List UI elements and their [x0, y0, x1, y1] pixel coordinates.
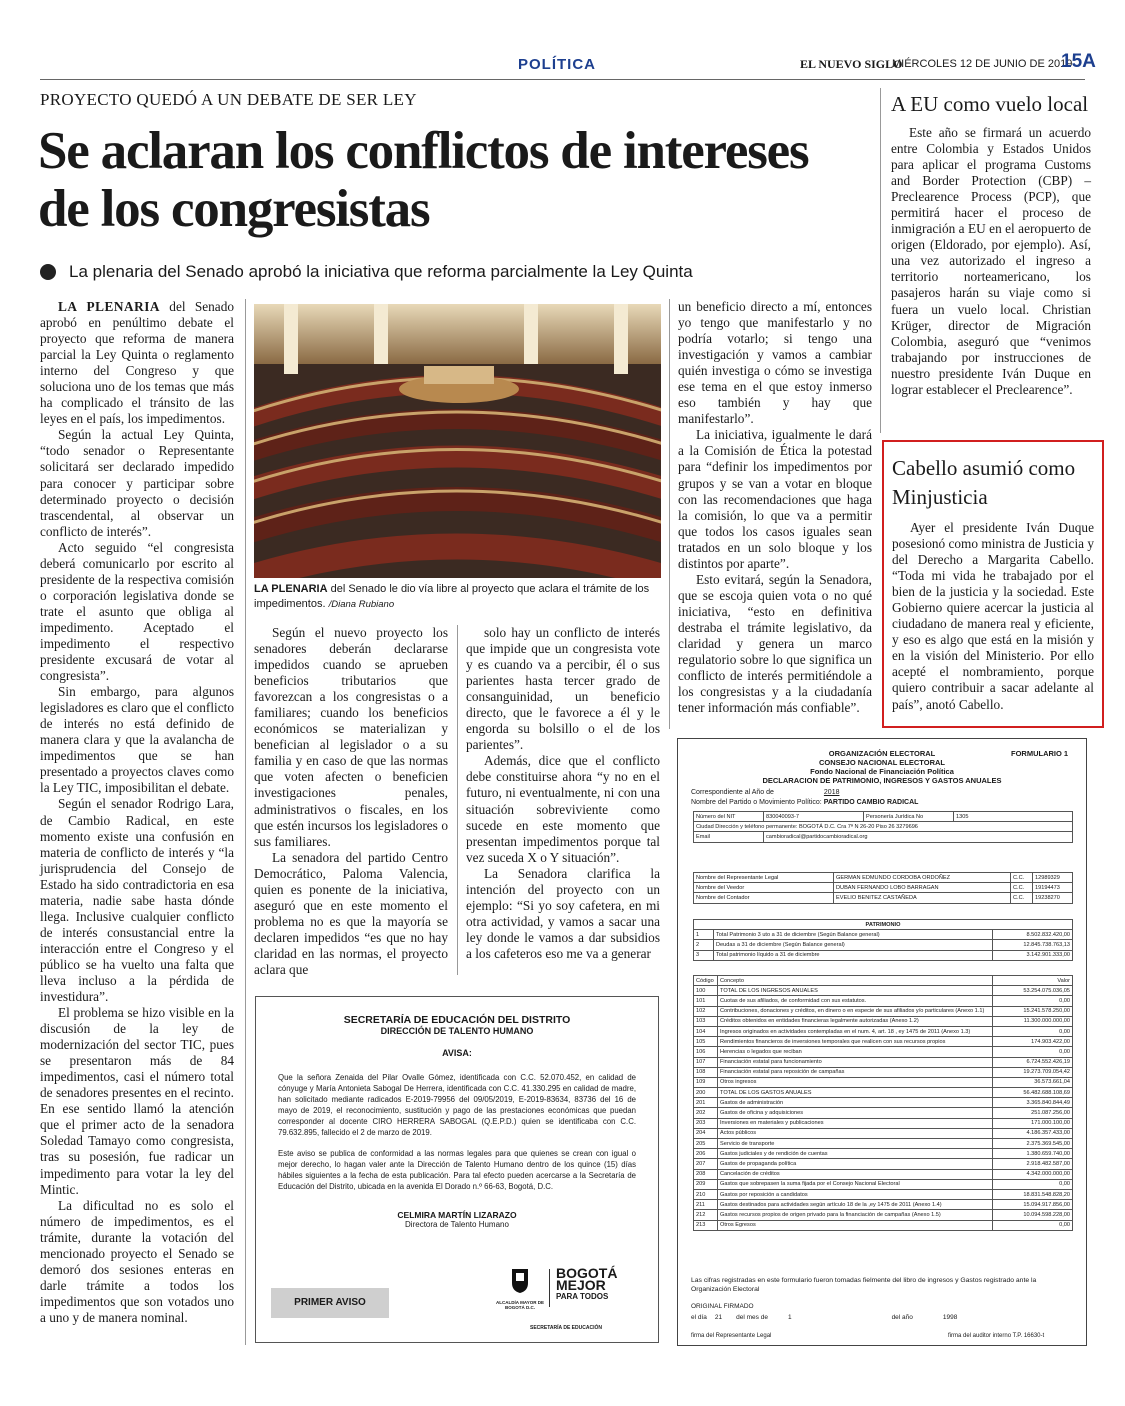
- logo-divider: [549, 1269, 550, 1307]
- table-row: [694, 1118, 1073, 1128]
- row-concept: Gastos de administración: [718, 1098, 993, 1108]
- row-concept: Otros ingresos: [718, 1077, 993, 1087]
- ad-subtitle: DIRECCIÓN DE TALENTO HUMANO: [380, 1026, 534, 1036]
- article-headline: Se aclaran los conflictos de intereses de los congresistas: [38, 122, 809, 238]
- table-row: [694, 1149, 1073, 1159]
- row-code: 212: [694, 1210, 718, 1220]
- row-concept: Créditos obtenidos en entidades financieras legalmente autorizadas (Anexo 1.2): [718, 1016, 993, 1026]
- paragraph: LA PLENARIA del Senado aprobó en penúltimo debate el proyecto que reforma de manera parcial la Ley Quinta o reglamento interno del Congreso y que soluciona uno de los temas que más ha complicado el tránsito de las leyes en el país, los impedimentos.: [40, 299, 234, 427]
- row-code: 203: [694, 1118, 718, 1128]
- section-label: POLÍTICA: [518, 56, 596, 73]
- paragraph: La Senadora clarifica la intención del proyecto con un ejemplo: “Si yo soy cafetera, en mi otra actividad, y vamos a sacar una ley donde le vamos a dar subsidios a los cafeteros eso me va a generar: [466, 865, 660, 961]
- row-value: 56.482.688.108,69: [993, 1088, 1073, 1098]
- primer-aviso-badge: PRIMER AVISO: [271, 1288, 389, 1318]
- row-value: 36.573.661,04: [993, 1077, 1073, 1087]
- bogota-mejor-logo: [556, 1267, 617, 1303]
- form-patrimonio-table: PATRIMONIO 1 Total Patrimonio 3 uto a 31 de diciembre (Según Balance general) 8.502.832.420,00 2 Deudas a 31 de diciembre (Según Balance general) 12.845.738.763,13 3 Total patrimonio líquido a 31 de diciembre 3.142.901.333,00: [693, 919, 1073, 961]
- sidebar-minjusticia-box: [882, 440, 1104, 728]
- row-code: 109: [694, 1077, 718, 1087]
- row-concept: Actos públicos: [718, 1128, 993, 1138]
- row-concept: Gastos por reposición a candidatos: [718, 1189, 993, 1199]
- ad-paragraph: Que la señora Zenaida del Pilar Ovalle Gómez, identificada con C.C. 52.070.452, en calidad de cónyuge y María Antonieta Sabogal De Herrera, identificada con C.C. 41.330.295 en calidad de madre, han solicitado mediante radicados E-2019-79956 del 09/05/2019, E-2019-83634, 83736 del 16 de mayo de 2019, el reconocimiento, sustitución y pago de las prestaciones económicas que puedan corresponder al docente CIRO HERRERA SABOGAL (Q.E.P.D.) quien se identificaba con C.C. 79.632.895, fallecido el 2 de marzo de 2019.: [278, 1073, 636, 1137]
- row-concept: Ingresos originados en actividades contempladas en el num. 4, art. 18 , ey 1475 de 2011 (Anexo 1.3): [718, 1026, 993, 1036]
- paragraph: Según la actual Ley Quinta, “todo senador o Representante solicitará ser declarado impedido para conocer y participar sobre determinado proyecto o decisión trascendental, al observar un conflicto de interés”.: [40, 427, 234, 539]
- row-code: 200: [694, 1088, 718, 1098]
- photo-caption: LA PLENARIA del Senado le dio vía libre al proyecto que aclara el trámite de los impedimentos. /Diana Rubiano: [254, 583, 650, 610]
- table-row: [694, 1067, 1073, 1077]
- row-code: 102: [694, 1006, 718, 1016]
- bullet-icon: [40, 264, 56, 280]
- row-concept: Gastos recursos propios de origen privado para la financiación de campañas (Anexo 1.5): [718, 1210, 993, 1220]
- form-number: FORMULARIO 1: [1011, 749, 1069, 758]
- sidebar-title: Cabello asumió como Minjusticia: [892, 456, 1076, 509]
- row-code: 206: [694, 1149, 718, 1159]
- row-code: 105: [694, 1037, 718, 1047]
- row-concept: Gastos destinados para actividades según artículo 18 de la ,ey 1475 de 2011 (Anexo 1.4): [718, 1200, 993, 1210]
- ad-secretaria-educacion: [255, 996, 659, 1343]
- row-code: 204: [694, 1128, 718, 1138]
- lead-in: LA PLENARIA: [58, 299, 160, 314]
- row-code: 104: [694, 1026, 718, 1036]
- table-row: [694, 1006, 1073, 1016]
- table-row: [694, 996, 1073, 1006]
- row-code: 211: [694, 1200, 718, 1210]
- table-row: [694, 1189, 1073, 1199]
- row-value: 171.000.100,00: [993, 1118, 1073, 1128]
- paragraph: solo hay un conflicto de interés que impide que un congresista vote y es cuando va a percibir, él o sus parientes hasta tercer grado de consanguinidad, un beneficio directo, que le favorece a él y le engorda su bolsillo o el de los parientes”.: [466, 625, 660, 753]
- article-column-4: [678, 299, 872, 716]
- column-divider: [245, 299, 246, 1345]
- sidebar-minjusticia: [884, 442, 1102, 713]
- table-row: [694, 1220, 1073, 1230]
- row-concept: Gastos de propaganda política: [718, 1159, 993, 1169]
- row-value: 0,00: [993, 1047, 1073, 1057]
- form-header: ORGANIZACIÓN ELECTORAL CONSEJO NACIONAL ELECTORAL Fondo Nacional de Financiación Política DECLARACION DE PATRIMONIO, INGRESOS Y GASTOS ANUALES: [762, 749, 1002, 785]
- row-code: 202: [694, 1108, 718, 1118]
- table-row: Nombre del Contador EVELIO BENITEZ CASTAÑEDA C.C. 19238270: [694, 893, 1073, 903]
- row-concept: Financiación estatal para reposición de campañas: [718, 1067, 993, 1077]
- alcaldia-logo: [496, 1267, 544, 1310]
- page-number: 15A: [1061, 51, 1096, 72]
- article-subhead: [40, 262, 693, 282]
- form-people-table: [693, 872, 1073, 904]
- row-code: 106: [694, 1047, 718, 1057]
- row-concept: TOTAL DE LOS GASTOS ANUALES: [718, 1088, 993, 1098]
- row-value: 15.241.578.250,00: [993, 1006, 1073, 1016]
- header-rule: [40, 79, 1085, 80]
- row-value: 11.300.000.000,00: [993, 1016, 1073, 1026]
- row-value: 0,00: [993, 1026, 1073, 1036]
- column-divider: [669, 299, 670, 729]
- article-column-1: [40, 299, 234, 1326]
- row-code: 208: [694, 1169, 718, 1179]
- logo-line: PARA TODOS: [556, 1292, 609, 1301]
- table-row: [694, 1200, 1073, 1210]
- ad-formulario-cne: [677, 738, 1087, 1346]
- table-row: [694, 1169, 1073, 1179]
- coat-of-arms-icon: [510, 1267, 530, 1295]
- row-value: 251.087.256,00: [993, 1108, 1073, 1118]
- subhead-text: La plenaria del Senado aprobó la iniciativa que reforma parcialmente la Ley Quinta: [69, 262, 693, 281]
- form-signature-1: firma del Representante Legal: [691, 1333, 772, 1339]
- row-value: 18.831.548.828,20: [993, 1189, 1073, 1199]
- table-row: [694, 1088, 1073, 1098]
- chamber-illustration: [254, 304, 661, 578]
- row-value: 6.724.552.426,19: [993, 1057, 1073, 1067]
- row-value: 0,00: [993, 996, 1073, 1006]
- row-value: 174.903.422,00: [993, 1037, 1073, 1047]
- logo-line: BOGOTÁ: [556, 1265, 618, 1281]
- row-code: 101: [694, 996, 718, 1006]
- article-column-3: [466, 625, 660, 962]
- row-concept: Otros Egresos: [718, 1220, 993, 1230]
- row-code: 207: [694, 1159, 718, 1169]
- sidebar-title: A EU como vuelo local: [891, 92, 1089, 116]
- row-value: 4.186.357.433,00: [993, 1128, 1073, 1138]
- secretaria-text: SECRETARÍA DE EDUCACIÓN: [530, 1325, 602, 1331]
- row-value: 2.918.482.587,00: [993, 1159, 1073, 1169]
- row-value: 19.273.709.054,42: [993, 1067, 1073, 1077]
- form-date-row: el día 21 del mes de 1 del año 1998: [691, 1314, 958, 1321]
- form-party-row: Nombre del Partido o Movimiento Político: PARTIDO CAMBIO RADICAL: [691, 799, 919, 806]
- table-row: [694, 1077, 1073, 1087]
- paragraph: La dificultad no es solo el número de impedimentos, es el trámite, durante la votación del mencionado proyecto el Senado se demoró dos sesiones enteras en darle trámite a todos los impedimentos que son votados uno a uno y de manera nominal.: [40, 1197, 234, 1325]
- row-value: 0,00: [993, 1179, 1073, 1189]
- table-row: [694, 1016, 1073, 1026]
- table-row: Nombre del Veedor DUBAN FERNANDO LOBO BARRAGAN C.C. 19194473: [694, 883, 1073, 893]
- paragraph: Esto evitará, según la Senadora, que se escoja quien vota o no qué iniciativa, “esto en definitiva destraba el trámite legislativo, da claridad y genera un marco regulatorio sobre lo que significa un conflicto de interés permitiéndole a los congresistas y a la ciudadanía tener información más confiable”.: [678, 571, 872, 716]
- table-row: Nombre del Representante Legal GERMAN EDMUNDO CORDOBA ORDOÑEZ C.C. 12989329: [694, 873, 1073, 883]
- row-concept: Inversiones en materiales y publicaciones: [718, 1118, 993, 1128]
- logo-line: MEJOR: [556, 1277, 606, 1293]
- row-code: 213: [694, 1220, 718, 1230]
- row-concept: Contribuciones, donaciones y créditos, en dinero o en especie de sus afiliados y/o particulares (Anexo 1.1): [718, 1006, 993, 1016]
- row-value: 3.365.840.844,49: [993, 1098, 1073, 1108]
- form-year-row: Correspondiente al Año de 2018: [691, 789, 840, 796]
- row-code: 107: [694, 1057, 718, 1067]
- table-row: [694, 1210, 1073, 1220]
- photo-credit: /Diana Rubiano: [328, 599, 395, 610]
- ad-title: SECRETARÍA DE EDUCACIÓN DEL DISTRITO: [343, 1014, 571, 1026]
- row-code: 108: [694, 1067, 718, 1077]
- table-row: [694, 1047, 1073, 1057]
- row-code: 209: [694, 1179, 718, 1189]
- row-concept: Cuotas de sus afiliados, de conformidad con sus estatutos.: [718, 996, 993, 1006]
- paragraph: Acto seguido “el congresista deberá comunicarlo por escrito al presidente de la respectiva comisión o corporación legislativa donde se trate el asunto que obliga al impedimento. Aceptado el impedimento el respectivo presidente excusará de votar al congresista”.: [40, 539, 234, 684]
- row-value: 4.342.000.000,00: [993, 1169, 1073, 1179]
- paragraph: El problema se hizo visible en la discusión de la ley de modernización del sector TIC, pues se presentaron más de 84 impedimentos, casi el número total de senadores presentes en el recinto. En ese sentido llamó la atención que el primer acto de la senadora Soledad Tamayo como congresista, tras su posesión, fue radicar un impedimento para votar la ley del Mintic.: [40, 1005, 234, 1197]
- row-concept: Gastos que sobrepasen la suma fijada por el Consejo Nacional Electoral: [718, 1179, 993, 1189]
- ad-paragraph: Este aviso se publica de conformidad a las normas legales para que quienes se crean con igual o mejor derecho, lo hagan valer ante la Dirección de Talento Humano dentro de los quince (15) días hábiles siguientes a la fecha de esta publicación. Para tal efecto pueden acercarse a la Secretaría de Educación del Distrito, ubicada en la avenida El Dorado n.º 66-63, Bogotá, D.C.: [278, 1149, 636, 1191]
- form-footnote: Las cifras registradas en este formulario fueron tomadas fielmente del libro de ingresos y Gastos registrado ante la Organización Electoral: [691, 1277, 1037, 1293]
- paragraph: Según el nuevo proyecto los senadores deberán declararse impedidos cuando se aprueben beneficios tributarios que favorezcan a los congresistas o a familiares; cuando los beneficios económicos se materializan y benefician al legislador o a su familia y en caso de que las normas que voten afecten o beneficien investigaciones penales, administrativos o fiscales, en los que estén incursos los legisladores o sus familiares.: [254, 625, 448, 849]
- row-concept: Gastos judiciales y de rendición de cuentas: [718, 1149, 993, 1159]
- row-concept: Gastos de oficina y adquisiciones: [718, 1108, 993, 1118]
- paragraph: Además, dice que el conflicto debe constituirse ahora “y no en el futuro, ni eventualmente, ni con una situación sobreviviente como sucede en este momento que presentan impedimentos porque tal vez suceda X o Y situación”.: [466, 753, 660, 865]
- ad-avisa: AVISA:: [442, 1048, 472, 1058]
- form-signature-2: firma del auditor interno T.P. 16630-t: [948, 1333, 1045, 1339]
- row-code: 103: [694, 1016, 718, 1026]
- row-concept: Financiación estatal para funcionamiento: [718, 1057, 993, 1067]
- row-concept: Servicio de transporte: [718, 1139, 993, 1149]
- row-concept: Cancelación de créditos: [718, 1169, 993, 1179]
- row-concept: Rendimientos financieros de inversiones temporales que realicen con sus recursos propios: [718, 1037, 993, 1047]
- row-code: 100: [694, 986, 718, 996]
- paragraph: La iniciativa, igualmente le dará a la Comisión de Ética la potestad para “definir los impedimentos por grupos y se van a votar en bloque con las recomendaciones que haga la comisión, lo que va a permitir que todos los casos iguales sean tratados en un solo bloque y los distintos por aparte”.: [678, 427, 872, 571]
- newspaper-name: EL NUEVO SIGLO: [800, 57, 903, 71]
- column-divider: [880, 88, 881, 433]
- issue-date: MIÉRCOLES 12 DE JUNIO DE 2019: [892, 58, 1073, 70]
- row-concept: TOTAL DE LOS INGRESOS ANUALES: [718, 986, 993, 996]
- sidebar-eu: [891, 90, 1091, 398]
- row-code: 201: [694, 1098, 718, 1108]
- table-row: 1 Total Patrimonio 3 uto a 31 de diciembre (Según Balance general) 8.502.832.420,00: [694, 930, 1073, 940]
- table-row: 3 Total patrimonio líquido a 31 de diciembre 3.142.901.333,00: [694, 950, 1073, 960]
- sidebar-body: Este año se firmará un acuerdo entre Colombia y Estados Unidos para aplicar el programa Customs and Border Protection (CBP) – Preclearence Process (PCP), que permitirá hacer el proceso de inmigración a EU en el aeropuerto de origen (Eldorado, por ejemplo). Así, una vez autorizado el ingreso a territorio norteamericano, los pasajeros harán su viaje como si fuera un vuelo local. Christian Krüger, director de Migración Colombia, aseguró que “venimos trabajando por instrucciones de nuestro presidente Iván Duque en lograr establecer el Preclearence”.: [891, 125, 1091, 397]
- table-row: [694, 1108, 1073, 1118]
- ad-signer: CELMIRA MARTÍN LIZARAZO: [397, 1210, 517, 1220]
- alcaldia-text: ALCALDÍA MAYOR DE BOGOTÁ D.C.: [496, 1300, 544, 1310]
- row-value: 0,00: [993, 1220, 1073, 1230]
- form-id-table: Número del NIT 830040093-7 Personería Jurídica No 1305 Ciudad Dirección y teléfono permanente: BOGOTÁ D.C. Cra 7ª N 26-20 Piso 26 3279696 Email cambioradical@partidocambioradical.org: [693, 811, 1073, 843]
- paragraph: un beneficio directo a mí, entonces yo tengo que manifestarlo y no podría votarlo; si tengo una investigación y vamos a cambiar quién investiga o cómo se investiga ese tema en el que estoy inmerso eso también y hay que manifestarlo”.: [678, 299, 872, 427]
- sidebar-body: Ayer el presidente Iván Duque posesionó como ministra de Justicia y del Derecho a Margarita Cabello. “Toda mi vida he trabajado por el bien de la justicia y la sociedad. Este Gobierno quiere acercar la justicia al ciudadano de manera real y eficiente, y eso es algo que está en la misión y en la visión del Ministerio. Por ello acepté el nombramiento, porque quiero contribuir a sacar adelante al país”, anotó Cabello.: [892, 520, 1095, 712]
- ad-signer-role: Directora de Talento Humano: [405, 1220, 509, 1229]
- senate-chamber-photo: [254, 304, 661, 578]
- row-value: 10.094.598.228,00: [993, 1210, 1073, 1220]
- row-value: 15.094.917.856,00: [993, 1200, 1073, 1210]
- row-value: 1.380.659.740,00: [993, 1149, 1073, 1159]
- table-row: [694, 1037, 1073, 1047]
- article-column-2: [254, 625, 448, 978]
- column-divider: [457, 625, 458, 975]
- table-row: [694, 1128, 1073, 1138]
- table-row: [694, 1139, 1073, 1149]
- paragraph: La senadora del partido Centro Democrático, Paloma Valencia, quien es ponente de la iniciativa, aseguró que en este momento el problema no es que la mayoría se declaren impedidos “es que no hay claridad en las normas, el proyecto aclara que: [254, 849, 448, 977]
- table-row: [694, 1179, 1073, 1189]
- form-signed: ORIGINAL FIRMADO: [691, 1303, 754, 1310]
- row-code: 210: [694, 1189, 718, 1199]
- table-row: [694, 1159, 1073, 1169]
- paragraph: Según el senador Rodrigo Lara, de Cambio Radical, en este momento existe una confusión en materia de conflicto de interés y “la jurisprudencia del Consejo de Estado ha sido contradictoria en esa materia, nadie sabe hasta dónde llega. Inclusive cualquier conflicto de interés consustancial entre la interacción entre el Congreso y el público se ha vuelto una falta que lleva incluso a la pérdida de investidura”.: [40, 796, 234, 1005]
- row-concept: Herencias o legados que reciban: [718, 1047, 993, 1057]
- caption-lead: LA PLENARIA: [254, 583, 328, 595]
- table-row: 2 Deudas a 31 de diciembre (Según Balance general) 12.845.738.763,13: [694, 940, 1073, 950]
- form-concepts-table: Código Concepto Valor 100 TOTAL DE LOS INGRESOS ANUALES 53.254.075.036,05 101 Cuotas de sus afiliados, de conformidad con sus estatutos. 0,00 102 Contribuciones, donaciones y créditos, en dinero o en especie de sus afiliados y/o particulares (Anexo 1.1) 15.241.578.250,00 103 Créditos obtenidos en entidades financieras legalmente autorizadas (Anexo 1.2) 11.300.000.000,00 104 Ingresos originados en actividades contempladas en el num. 4, art. 18 , ey 1475 de 2011 (Anexo 1.3) 0,00 105 Rendimientos financieros de inversiones temporales que realicen con sus recursos propios 174.903.422,00 106 Herencias o legados que reciban 0,00 107 Financiación estatal para funcionamiento 6.724.552.426,19 108 Financiación estatal para reposición de campañas 19.273.709.054,42 109 Otros ingresos 36.573.661,04 200 TOTAL DE LOS GASTOS ANUALES 56.482.688.108,69 201 Gastos de administración 3.365.840.844,49 202 Gastos de oficina y adquisiciones 251.087.256,00 203 Inversiones en materiales y publicaciones 171.000.100,00 204 Actos públicos 4.186.357.433,00 205 Servicio de transporte 2.375.369.545,00 206 Gastos judiciales y de rendición de cuentas 1.380.659.740,00 207 Gastos de propaganda política 2.918.482.587,00 208 Cancelación de créditos 4.342.000.000,00 209 Gastos que sobrepasen la suma fijada por el Consejo Nacional Electoral 0,00 210 Gastos por reposición a candidatos 18.831.548.828,20 211 Gastos destinados para actividades según artículo 18 de la ,ey 1475 de 2011 (Anexo 1.4) 15.094.917.856,00 212 Gastos recursos propios de origen privado para la financiación de campañas (Anexo 1.5) 10.094.598.228,00 213 Otros Egresos 0,00: [693, 975, 1073, 1231]
- paragraph: Sin embargo, para algunos legisladores es claro que el conflicto de interés no está definido de manera clara y que la avalancha de impedimentos que se han presentado a proyectos claves como la Ley TIC, imposibilitan el debate.: [40, 684, 234, 796]
- table-row: [694, 1026, 1073, 1036]
- row-code: 205: [694, 1139, 718, 1149]
- row-value: 53.254.075.036,05: [993, 986, 1073, 996]
- article-kicker: PROYECTO QUEDÓ A UN DEBATE DE SER LEY: [40, 90, 417, 109]
- row-value: 2.375.369.545,00: [993, 1139, 1073, 1149]
- table-row: [694, 1057, 1073, 1067]
- table-row: [694, 1098, 1073, 1108]
- table-row: [694, 986, 1073, 996]
